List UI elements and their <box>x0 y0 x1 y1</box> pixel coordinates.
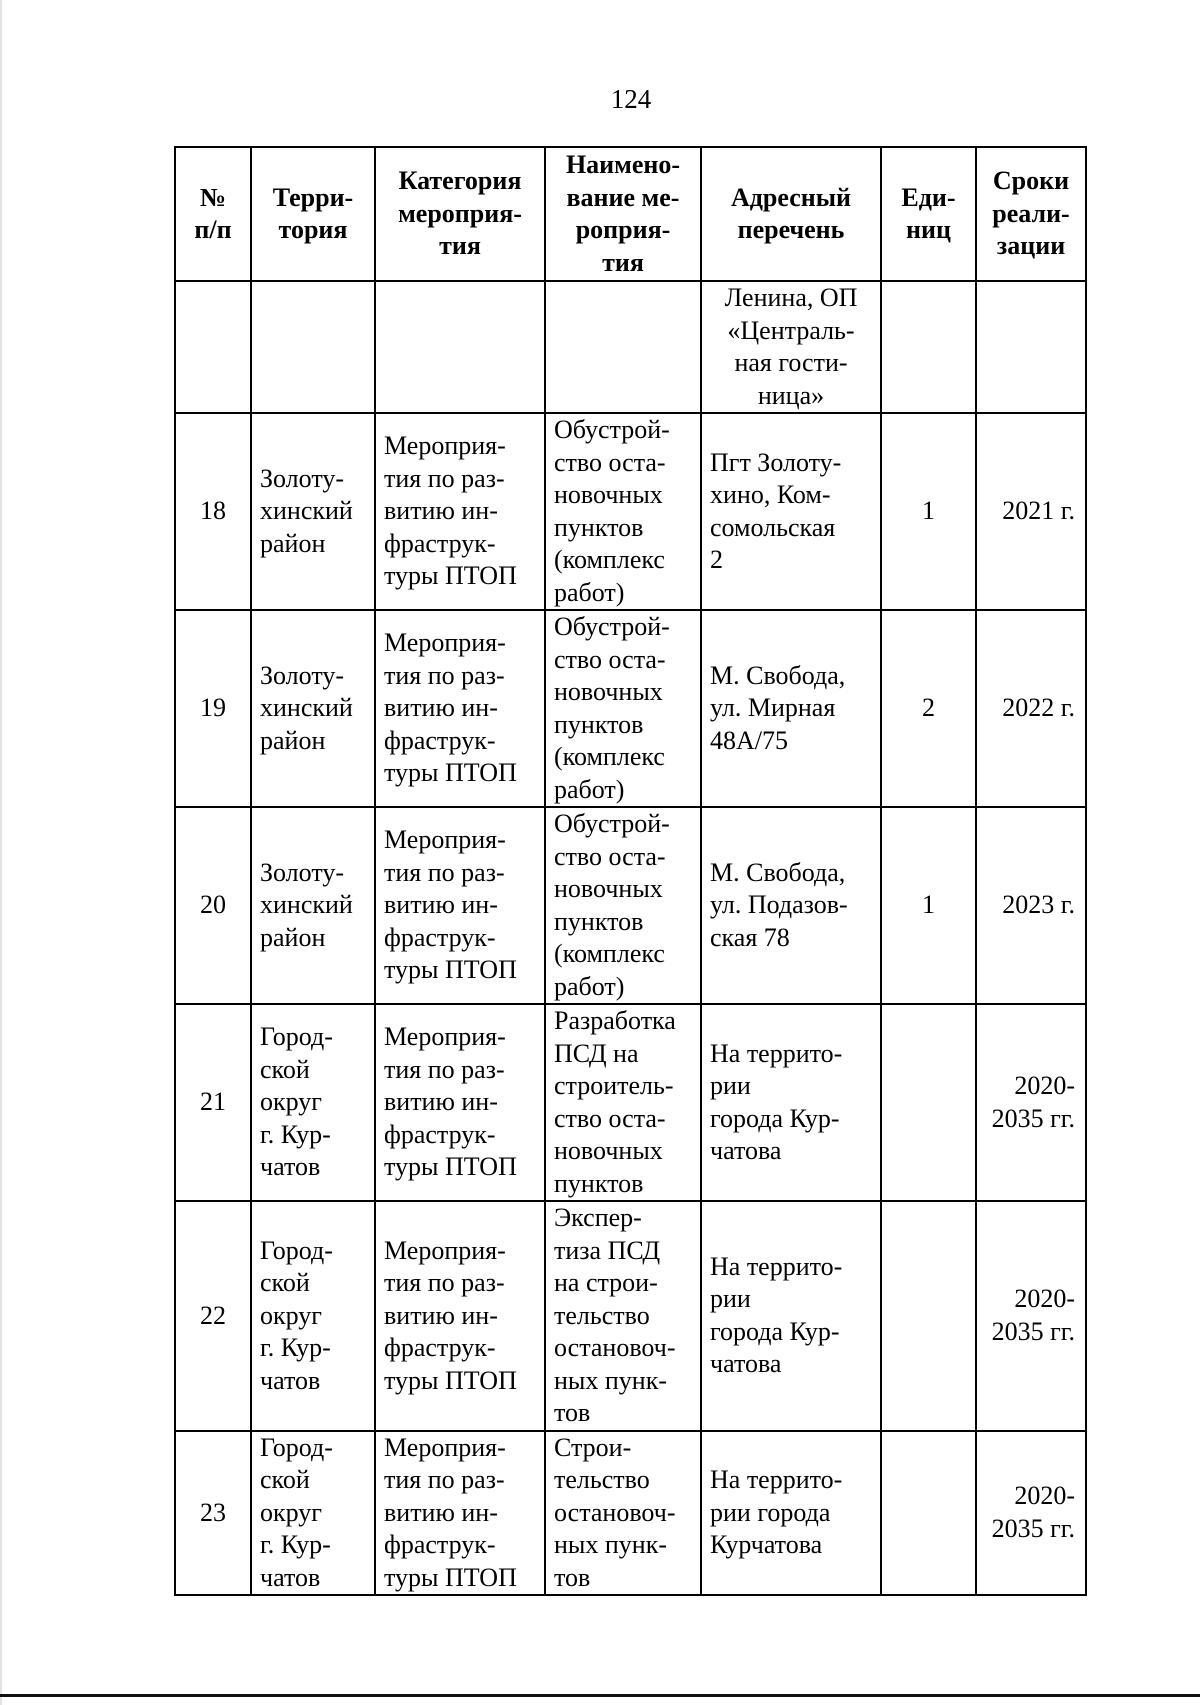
table-body <box>175 281 1086 1595</box>
cell-units <box>881 1004 976 1201</box>
cell-num <box>175 281 251 413</box>
cell-term: 2023 г. <box>976 807 1086 1004</box>
cell-name: Обустрой- ство оста- новочных пунктов (комплекс работ) <box>545 610 701 807</box>
cell-category: Мероприя- тия по раз- витию ин- фраструк- туры ПТОП <box>375 1431 545 1596</box>
cell-address: Ленина, ОП «Централь- ная гости- ница» <box>701 281 881 413</box>
header-address: Адресный перечень <box>701 147 881 281</box>
cell-territory: Город- ской округ г. Кур- чатов <box>251 1431 375 1596</box>
cell-category: Мероприя- тия по раз- витию ин- фраструк- туры ПТОП <box>375 1201 545 1431</box>
cell-units <box>881 281 976 413</box>
cell-category: Мероприя- тия по раз- витию ин- фраструк- туры ПТОП <box>375 1004 545 1201</box>
cell-address: Пгт Золоту- хино, Ком- сомольская 2 <box>701 413 881 610</box>
header-num: № п/п <box>175 147 251 281</box>
cell-territory: Город- ской округ г. Кур- чатов <box>251 1201 375 1431</box>
header-units: Еди- ниц <box>881 147 976 281</box>
table-header <box>175 147 1086 281</box>
table-row-continuation <box>175 281 1086 413</box>
header-row <box>175 147 1086 281</box>
cell-term: 2020- 2035 гг. <box>976 1201 1086 1431</box>
scan-bottom-edge <box>0 1694 1200 1697</box>
header-term: Сроки реали- зации <box>976 147 1086 281</box>
cell-category: Мероприя- тия по раз- витию ин- фраструк- туры ПТОП <box>375 413 545 610</box>
cell-address: М. Свобода, ул. Подазов- ская 78 <box>701 807 881 1004</box>
cell-num: 19 <box>175 610 251 807</box>
cell-num: 20 <box>175 807 251 1004</box>
cell-territory <box>251 281 375 413</box>
table-row <box>175 807 1086 1004</box>
header-category: Категория мероприя- тия <box>375 147 545 281</box>
header-name: Наимено- вание ме- роприя- тия <box>545 147 701 281</box>
header-territory: Терри- тория <box>251 147 375 281</box>
cell-name: Обустрой- ство оста- новочных пунктов (комплекс работ) <box>545 413 701 610</box>
cell-units: 2 <box>881 610 976 807</box>
scan-edge-line <box>0 0 2 1705</box>
cell-address: На террито- рии города Кур- чатова <box>701 1004 881 1201</box>
cell-category <box>375 281 545 413</box>
measures-table-wrapper <box>174 146 1087 1596</box>
cell-address: М. Свобода, ул. Мирная 48А/75 <box>701 610 881 807</box>
cell-address: На террито- рии города Курчатова <box>701 1431 881 1596</box>
cell-term: 2020- 2035 гг. <box>976 1431 1086 1596</box>
cell-territory: Золоту- хинский район <box>251 413 375 610</box>
cell-category: Мероприя- тия по раз- витию ин- фраструк- туры ПТОП <box>375 807 545 1004</box>
cell-num: 21 <box>175 1004 251 1201</box>
table-row <box>175 610 1086 807</box>
cell-name <box>545 281 701 413</box>
cell-territory: Золоту- хинский район <box>251 807 375 1004</box>
cell-num: 22 <box>175 1201 251 1431</box>
cell-num: 23 <box>175 1431 251 1596</box>
cell-territory: Город- ской округ г. Кур- чатов <box>251 1004 375 1201</box>
cell-units <box>881 1201 976 1431</box>
cell-units: 1 <box>881 413 976 610</box>
cell-name: Строи- тельство остановоч- ных пунк- тов <box>545 1431 701 1596</box>
page-number: 124 <box>610 84 652 114</box>
table-row <box>175 1431 1086 1596</box>
measures-table <box>174 146 1087 1596</box>
table-row <box>175 413 1086 610</box>
cell-name: Экспер- тиза ПСД на строи- тельство остановоч- ных пунк- тов <box>545 1201 701 1431</box>
cell-term: 2021 г. <box>976 413 1086 610</box>
cell-territory: Золоту- хинский район <box>251 610 375 807</box>
cell-num: 18 <box>175 413 251 610</box>
cell-term <box>976 281 1086 413</box>
cell-address: На террито- рии города Кур- чатова <box>701 1201 881 1431</box>
cell-units: 1 <box>881 807 976 1004</box>
table-row <box>175 1004 1086 1201</box>
cell-category: Мероприя- тия по раз- витию ин- фраструк- туры ПТОП <box>375 610 545 807</box>
cell-term: 2022 г. <box>976 610 1086 807</box>
table-row <box>175 1201 1086 1431</box>
cell-units <box>881 1431 976 1596</box>
cell-term: 2020- 2035 гг. <box>976 1004 1086 1201</box>
cell-name: Разработка ПСД на строитель- ство оста- новочных пунктов <box>545 1004 701 1201</box>
cell-name: Обустрой- ство оста- новочных пунктов (комплекс работ) <box>545 807 701 1004</box>
